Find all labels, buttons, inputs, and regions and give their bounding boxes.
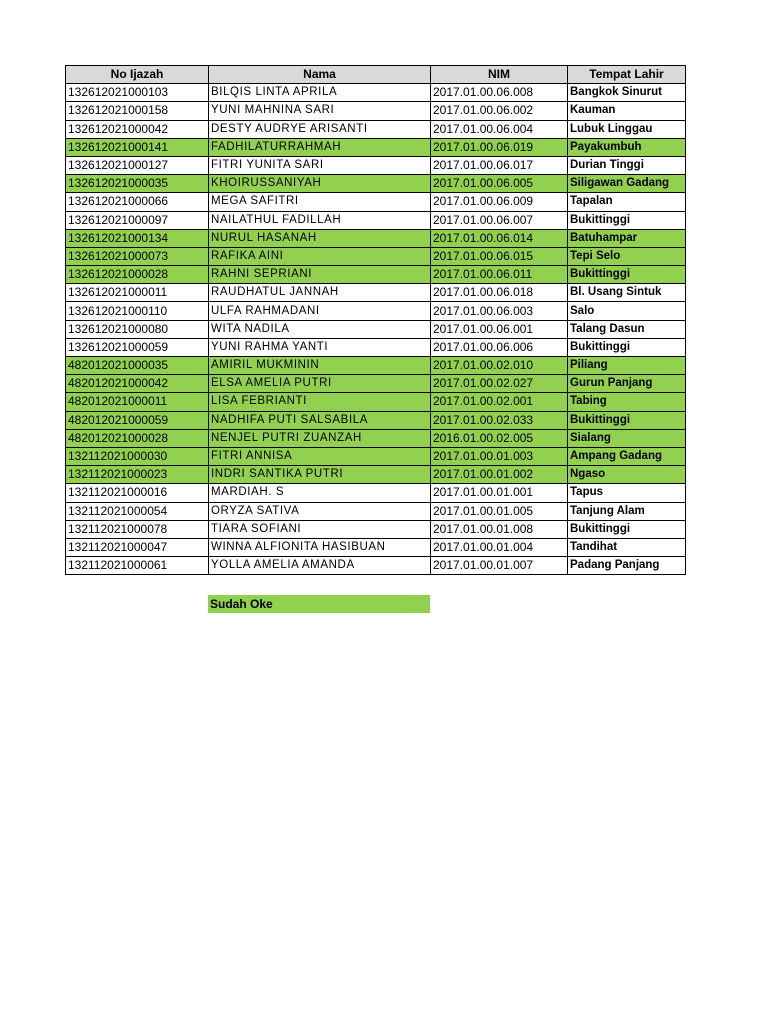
cell-nim: 2017.01.00.06.004 (431, 120, 568, 138)
cell-nim: 2017.01.00.06.017 (431, 156, 568, 174)
cell-nama: WINNA ALFIONITA HASIBUAN (209, 538, 431, 556)
table-row (66, 375, 686, 393)
cell-nama: LISA FEBRIANTI (209, 393, 431, 411)
cell-nim: 2017.01.00.06.015 (431, 247, 568, 265)
cell-nama: RAUDHATUL JANNAH (209, 284, 431, 302)
cell-no-ijazah: 482012021000011 (66, 393, 209, 411)
column-header-nim: NIM (431, 66, 568, 84)
table-row (66, 266, 686, 284)
cell-tempat-lahir: Bl. Usang Sintuk (568, 284, 686, 302)
cell-nim: 2017.01.00.06.006 (431, 338, 568, 356)
cell-nim: 2017.01.00.02.001 (431, 393, 568, 411)
cell-no-ijazah: 132612021000127 (66, 156, 209, 174)
legend-sudah-oke: Sudah Oke (208, 595, 430, 613)
cell-no-ijazah: 132612021000073 (66, 247, 209, 265)
cell-no-ijazah: 132612021000141 (66, 138, 209, 156)
cell-tempat-lahir: Bukittinggi (568, 266, 686, 284)
cell-nama: YUNI MAHNINA SARI (209, 102, 431, 120)
cell-tempat-lahir: Salo (568, 302, 686, 320)
cell-nama: NENJEL PUTRI ZUANZAH (209, 429, 431, 447)
cell-tempat-lahir: Padang Panjang (568, 557, 686, 575)
cell-tempat-lahir: Tapalan (568, 193, 686, 211)
table-row (66, 411, 686, 429)
cell-nim: 2017.01.00.06.005 (431, 175, 568, 193)
table-row (66, 393, 686, 411)
cell-tempat-lahir: Talang Dasun (568, 320, 686, 338)
cell-nim: 2017.01.00.06.019 (431, 138, 568, 156)
cell-tempat-lahir: Durian Tinggi (568, 156, 686, 174)
cell-no-ijazah: 132112021000061 (66, 557, 209, 575)
cell-nama: YOLLA AMELIA AMANDA (209, 557, 431, 575)
cell-nama: FITRI ANNISA (209, 447, 431, 465)
cell-nama: ELSA AMELIA PUTRI (209, 375, 431, 393)
cell-nama: ULFA RAHMADANI (209, 302, 431, 320)
cell-tempat-lahir: Bangkok Sinurut (568, 84, 686, 102)
cell-nim: 2017.01.00.06.018 (431, 284, 568, 302)
cell-nama: INDRI SANTIKA PUTRI (209, 466, 431, 484)
table-row (66, 538, 686, 556)
cell-tempat-lahir: Tepi Selo (568, 247, 686, 265)
cell-nim: 2017.01.00.06.009 (431, 193, 568, 211)
cell-nama: WITA NADILA (209, 320, 431, 338)
cell-nim: 2017.01.00.02.010 (431, 357, 568, 375)
cell-nim: 2017.01.00.06.011 (431, 266, 568, 284)
cell-no-ijazah: 132612021000042 (66, 120, 209, 138)
cell-tempat-lahir: Ngaso (568, 466, 686, 484)
cell-nama: DESTY AUDRYE ARISANTI (209, 120, 431, 138)
cell-no-ijazah: 132112021000023 (66, 466, 209, 484)
cell-no-ijazah: 132612021000035 (66, 175, 209, 193)
column-header-nama: Nama (209, 66, 431, 84)
cell-nim: 2017.01.00.01.008 (431, 520, 568, 538)
cell-no-ijazah: 132112021000054 (66, 502, 209, 520)
cell-nim: 2017.01.00.01.002 (431, 466, 568, 484)
cell-nim: 2017.01.00.06.007 (431, 211, 568, 229)
table-row (66, 84, 686, 102)
table-row (66, 138, 686, 156)
cell-nama: BILQIS LINTA APRILA (209, 84, 431, 102)
cell-nama: FITRI YUNITA SARI (209, 156, 431, 174)
cell-nama: FADHILATURRAHMAH (209, 138, 431, 156)
table-row (66, 338, 686, 356)
cell-no-ijazah: 132612021000097 (66, 211, 209, 229)
table-row (66, 429, 686, 447)
cell-tempat-lahir: Tapus (568, 484, 686, 502)
cell-tempat-lahir: Lubuk Linggau (568, 120, 686, 138)
cell-tempat-lahir: Bukittinggi (568, 520, 686, 538)
table-row (66, 156, 686, 174)
cell-no-ijazah: 132112021000030 (66, 447, 209, 465)
cell-no-ijazah: 132112021000016 (66, 484, 209, 502)
cell-tempat-lahir: Tandihat (568, 538, 686, 556)
cell-nim: 2016.01.00.02.005 (431, 429, 568, 447)
cell-no-ijazah: 132612021000080 (66, 320, 209, 338)
cell-no-ijazah: 132612021000028 (66, 266, 209, 284)
table-row (66, 102, 686, 120)
cell-tempat-lahir: Bukittinggi (568, 338, 686, 356)
table-row (66, 502, 686, 520)
cell-nama: NAILATHUL FADILLAH (209, 211, 431, 229)
cell-nama: AMIRIL MUKMININ (209, 357, 431, 375)
cell-nama: NADHIFA PUTI SALSABILA (209, 411, 431, 429)
cell-no-ijazah: 132612021000103 (66, 84, 209, 102)
cell-tempat-lahir: Sialang (568, 429, 686, 447)
cell-nama: RAFIKA AINI (209, 247, 431, 265)
table-row (66, 557, 686, 575)
cell-tempat-lahir: Gurun Panjang (568, 375, 686, 393)
cell-tempat-lahir: Payakumbuh (568, 138, 686, 156)
table-row (66, 120, 686, 138)
cell-tempat-lahir: Kauman (568, 102, 686, 120)
cell-nama: ORYZA SATIVA (209, 502, 431, 520)
cell-nim: 2017.01.00.06.014 (431, 229, 568, 247)
cell-nama: MARDIAH. S (209, 484, 431, 502)
cell-nim: 2017.01.00.01.007 (431, 557, 568, 575)
cell-tempat-lahir: Bukittinggi (568, 411, 686, 429)
table-row (66, 320, 686, 338)
student-table (65, 65, 686, 575)
table-row (66, 302, 686, 320)
cell-tempat-lahir: Bukittinggi (568, 211, 686, 229)
cell-tempat-lahir: Siligawan Gadang (568, 175, 686, 193)
cell-tempat-lahir: Piliang (568, 357, 686, 375)
cell-no-ijazah: 132612021000066 (66, 193, 209, 211)
cell-nama: NURUL HASANAH (209, 229, 431, 247)
cell-no-ijazah: 132612021000110 (66, 302, 209, 320)
cell-no-ijazah: 132612021000134 (66, 229, 209, 247)
cell-no-ijazah: 482012021000042 (66, 375, 209, 393)
cell-nama: MEGA SAFITRI (209, 193, 431, 211)
cell-nim: 2017.01.00.06.002 (431, 102, 568, 120)
table-row (66, 520, 686, 538)
cell-nama: TIARA SOFIANI (209, 520, 431, 538)
cell-no-ijazah: 482012021000059 (66, 411, 209, 429)
cell-no-ijazah: 132112021000078 (66, 520, 209, 538)
cell-no-ijazah: 132612021000158 (66, 102, 209, 120)
table-row (66, 193, 686, 211)
table-row (66, 229, 686, 247)
cell-no-ijazah: 132612021000011 (66, 284, 209, 302)
table-row (66, 447, 686, 465)
cell-tempat-lahir: Ampang Gadang (568, 447, 686, 465)
table-row (66, 484, 686, 502)
column-header-tempat-lahir: Tempat Lahir (568, 66, 686, 84)
cell-no-ijazah: 132612021000059 (66, 338, 209, 356)
cell-no-ijazah: 482012021000028 (66, 429, 209, 447)
table-body (66, 84, 686, 575)
cell-nim: 2017.01.00.06.001 (431, 320, 568, 338)
cell-nim: 2017.01.00.01.003 (431, 447, 568, 465)
table-row (66, 284, 686, 302)
table-row (66, 466, 686, 484)
table-row (66, 211, 686, 229)
cell-tempat-lahir: Batuhampar (568, 229, 686, 247)
column-header-no-ijazah: No Ijazah (66, 66, 209, 84)
cell-no-ijazah: 132112021000047 (66, 538, 209, 556)
cell-nama: KHOIRUSSANIYAH (209, 175, 431, 193)
cell-nama: YUNI RAHMA YANTI (209, 338, 431, 356)
cell-tempat-lahir: Tanjung Alam (568, 502, 686, 520)
cell-nim: 2017.01.00.02.027 (431, 375, 568, 393)
cell-nim: 2017.01.00.01.001 (431, 484, 568, 502)
cell-nama: RAHNI SEPRIANI (209, 266, 431, 284)
header-row (66, 66, 686, 84)
cell-nim: 2017.01.00.06.003 (431, 302, 568, 320)
table-row (66, 175, 686, 193)
cell-nim: 2017.01.00.06.008 (431, 84, 568, 102)
cell-no-ijazah: 482012021000035 (66, 357, 209, 375)
cell-tempat-lahir: Tabing (568, 393, 686, 411)
cell-nim: 2017.01.00.02.033 (431, 411, 568, 429)
cell-nim: 2017.01.00.01.005 (431, 502, 568, 520)
table-row (66, 357, 686, 375)
cell-nim: 2017.01.00.01.004 (431, 538, 568, 556)
table-row (66, 247, 686, 265)
